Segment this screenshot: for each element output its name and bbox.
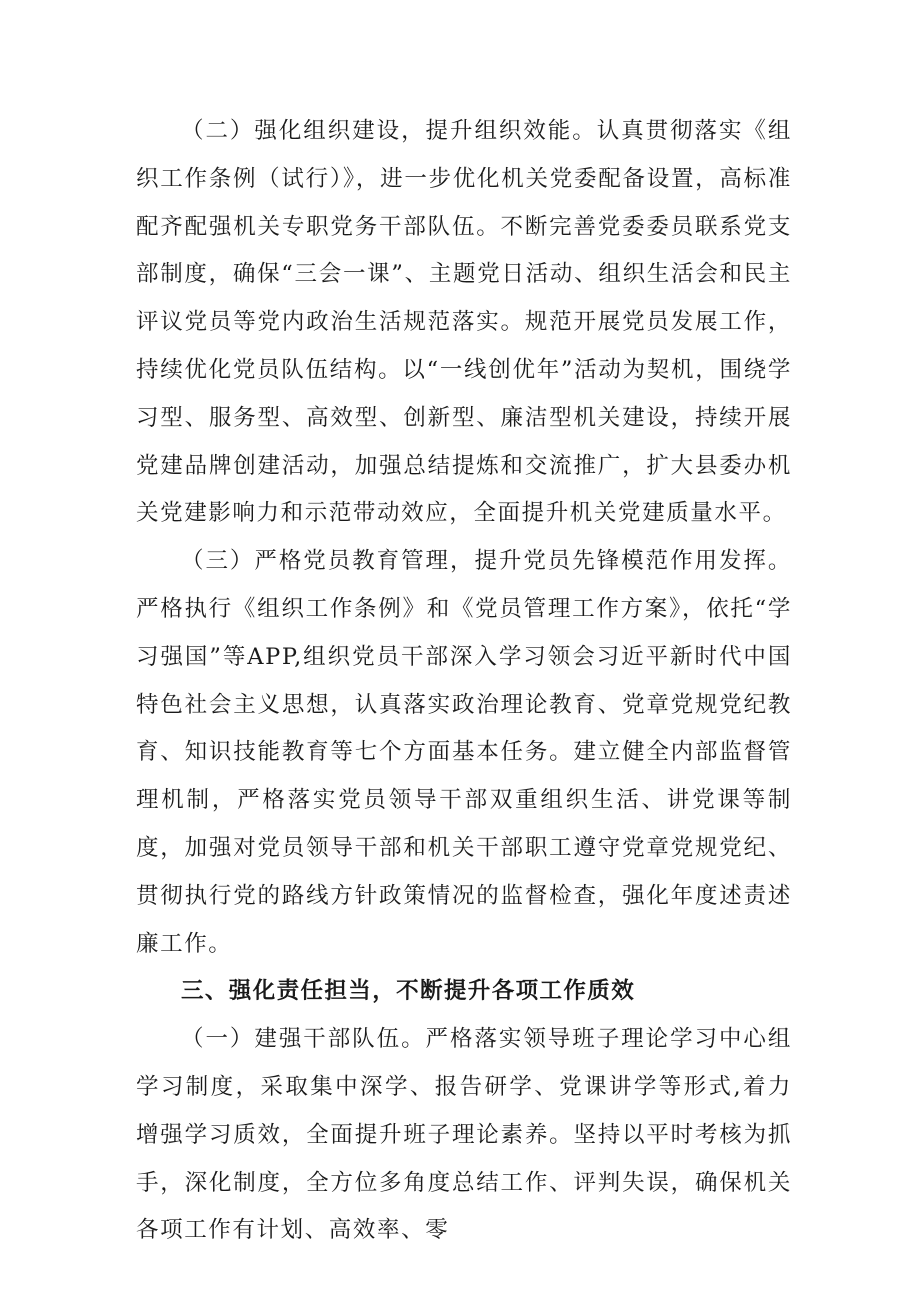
section-heading-three: 三、强化责任担当，不断提升各项工作质效 — [181, 978, 636, 1005]
paragraph-cadre-team: （一）建强干部队伍。严格落实领导班子理论学习中心组学习制度，采取集中深学、报告研学、党课讲学等形式,着力增强学习质效，全面提升班子理论素养。坚持以平时考核为抓手，深化制度，全方位多角度总结工作、评判失误，确保机关各项工作有计划、高效率、零 — [136, 1026, 792, 1244]
paragraph-organization-building: （二）强化组织建设，提升组织效能。认真贯彻落实《组织工作条例（试行）》，进一步优化机关党委配备设置，高标准配齐配强机关专职党务干部队伍。不断完善党委委员联系党支部制度，确保“三会一课”、主题党日活动、组织生活会和民主评议党员等党内政治生活规范落实。规范开展党员发展工作，持续优化党员队伍结构。以“一线创优年”活动为契机，围绕学习型、服务型、高效型、创新型、廉洁型机关建设，持续开展党建品牌创建活动，加强总结提炼和交流推广，扩大县委办机关党建影响力和示范带动效应，全面提升机关党建质量水平。 — [136, 118, 792, 527]
document-body — [136, 108, 792, 1255]
paragraph-member-education: （三）严格党员教育管理，提升党员先锋模范作用发挥。严格执行《组织工作条例》和《党员管理工作方案》，依托“学习强国”等APP,组织党员干部深入学习领会习近平新时代中国特色社会主义思想，认真落实政治理论教育、党章党规党纪教育、知识技能教育等七个方面基本任务。建立健全内部监督管理机制，严格落实党员领导干部双重组织生活、讲党课等制度，加强对党员领导干部和机关干部职工遵守党章党规党纪、贯彻执行党的路线方针政策情况的监督检查，强化年度述责述廉工作。 — [136, 548, 792, 957]
